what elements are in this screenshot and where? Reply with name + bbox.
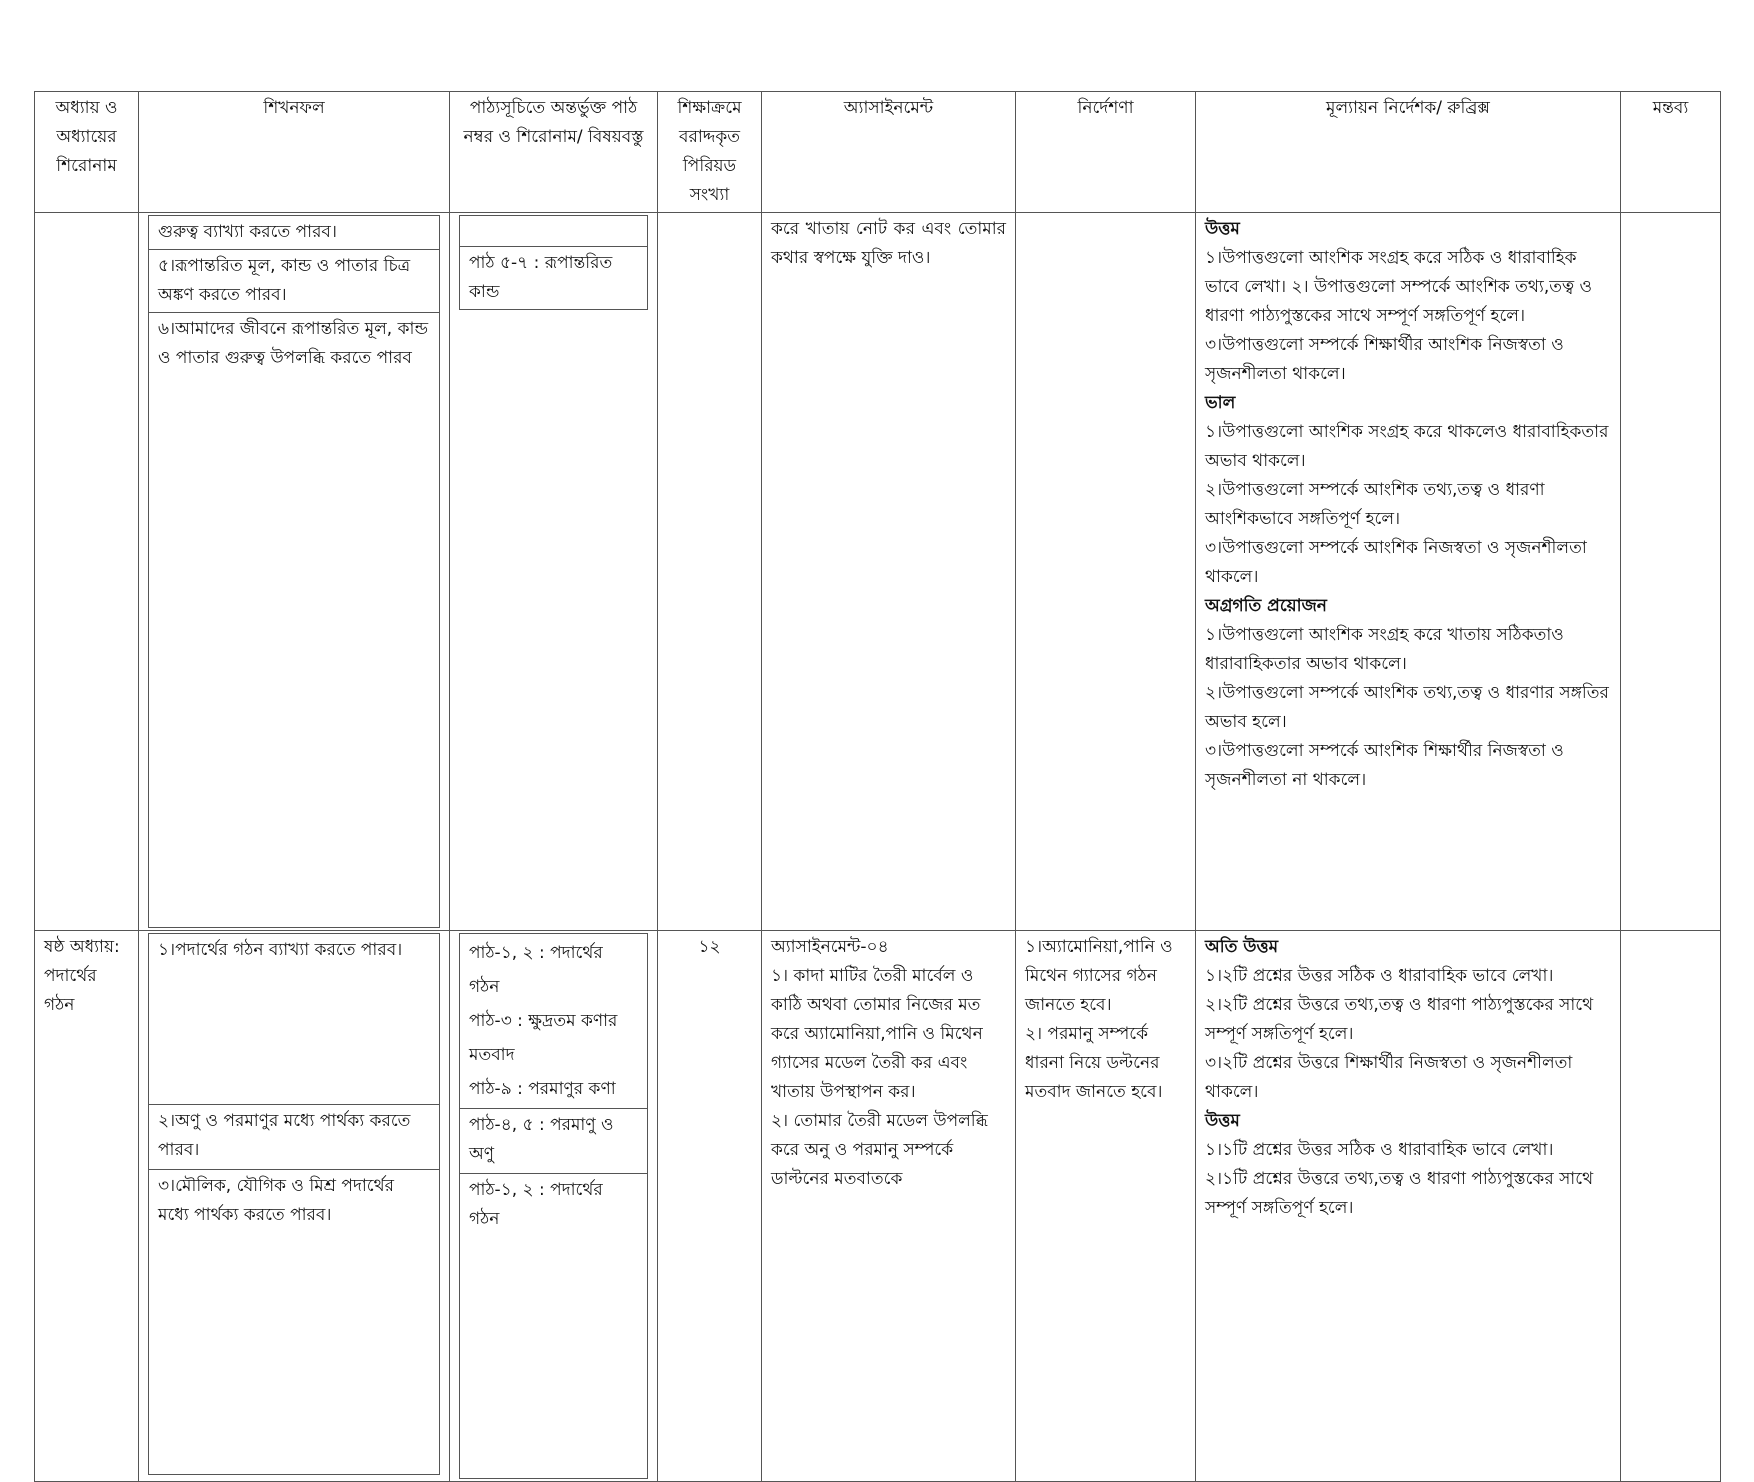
periods-cell: ১২	[658, 931, 762, 1482]
rubric-heading: উত্তম	[1205, 219, 1240, 239]
table-row	[35, 213, 1721, 931]
assignment-cell	[762, 931, 1016, 1482]
table-row	[35, 931, 1721, 1482]
list-item: গুরুত্ব ব্যাখ্যা করতে পারব।	[149, 216, 440, 250]
rubric-line: ২।উপাত্তগুলো সম্পর্কে আংশিক তথ্য,তত্ব ও ধারণার সঙ্গতির অভাব হলে।	[1205, 683, 1609, 732]
assignment-table	[34, 91, 1721, 1482]
header-chapter: অধ্যায় ও অধ্যায়ের শিরোনাম	[35, 92, 139, 213]
header-lesson: পাঠ্যসূচিতে অন্তর্ভুক্ত পাঠ নম্বর ও শিরোনাম/ বিষয়বস্তু	[450, 92, 658, 213]
lesson-cell	[450, 213, 658, 931]
guideline-line: ১।অ্যামোনিয়া,পানি ও মিথেন গ্যাসের গঠন জানতে হবে।	[1025, 937, 1173, 1015]
header-assignment: অ্যাসাইনমেন্ট	[762, 92, 1016, 213]
outcome-cell	[139, 931, 450, 1482]
rubric-line: ৩।উপাত্তগুলো সম্পর্কে আংশিক নিজস্বতা ও সৃজনশীলতা থাকলে।	[1205, 538, 1587, 587]
header-periods: শিক্ষাক্রমে বরাদ্দকৃত পিরিয়ড সংখ্যা	[658, 92, 762, 213]
assignment-line: ২। তোমার তৈরী মডেল উপলব্ধি করে অনু ও পরমানু সম্পর্কে ডাল্টনের মতবাতকে	[771, 1111, 988, 1189]
guideline-cell	[1016, 213, 1196, 931]
rubric-cell	[1196, 931, 1621, 1482]
rubric-line: ৩।২টি প্রশ্নের উত্তরে শিক্ষার্থীর নিজস্বতা ও সৃজনশীলতা থাকলে।	[1205, 1053, 1573, 1102]
rubric-line: ৩।উপাত্তগুলো সম্পর্কে আংশিক শিক্ষার্থীর নিজস্বতা ও সৃজনশীলতা না থাকলে।	[1205, 741, 1564, 790]
rubric-line: ২।১টি প্রশ্নের উত্তরে তথ্য,তত্ব ও ধারণা পাঠ্যপুস্তকের সাথে সম্পূর্ণ সঙ্গতিপূর্ণ হলে।	[1205, 1169, 1594, 1218]
rubric-heading: উত্তম	[1205, 1111, 1240, 1131]
rubric-line: ১।১টি প্রশ্নের উত্তর সঠিক ও ধারাবাহিক ভাবে লেখা।	[1205, 1140, 1554, 1160]
assignment-line: ১। কাদা মাটির তৈরী মার্বেল ও কাঠি অথবা তোমার নিজের মত করে অ্যামোনিয়া,পানি ও মিথেন গ্যাসের মডেল তৈরী কর এবং খাতায় উপস্থাপন কর।	[771, 966, 983, 1102]
lesson-line: পাঠ-১, ২ : পদার্থের গঠন	[469, 943, 603, 997]
lesson-cell	[450, 931, 658, 1482]
outcome-list	[148, 215, 440, 928]
list-item: ২।অণু ও পরমাণুর মধ্যে পার্থক্য করতে পারব।	[149, 1105, 440, 1170]
list-item: পাঠ ৫-৭ : রূপান্তরিত কান্ড	[460, 247, 648, 310]
lesson-line: পাঠ-৩ : ক্ষুদ্রতম কণার মতবাদ	[469, 1011, 618, 1065]
rubric-heading: ভাল	[1205, 393, 1236, 413]
header-row	[35, 92, 1721, 213]
rubric-line: ৩।উপাত্তগুলো সম্পর্কে শিক্ষার্থীর আংশিক নিজস্বতা ও সৃজনশীলতা থাকলে।	[1205, 335, 1564, 384]
list-item	[460, 934, 648, 1109]
list-item: পাঠ-১, ২ : পদার্থের গঠন	[460, 1174, 648, 1479]
rubric-line: ১।২টি প্রশ্নের উত্তর সঠিক ও ধারাবাহিক ভাবে লেখা।	[1205, 966, 1554, 986]
list-item	[460, 216, 648, 247]
assignment-cell: করে খাতায় নোট কর এবং তোমার কথার স্বপক্ষে যুক্তি দাও।	[762, 213, 1016, 931]
list-item: পাঠ-৪, ৫ : পরমাণু ও অণু	[460, 1109, 648, 1174]
lesson-list	[459, 933, 648, 1479]
rubric-line: ১।উপাত্তগুলো আংশিক সংগ্রহ করে খাতায় সঠিকতাও ধারাবাহিকতার অভাব থাকলে।	[1205, 625, 1564, 674]
header-remarks: মন্তব্য	[1621, 92, 1721, 213]
rubric-cell	[1196, 213, 1621, 931]
list-item: ১।পদার্থের গঠন ব্যাখ্যা করতে পারব।	[149, 934, 440, 1105]
remarks-cell	[1621, 213, 1721, 931]
outcome-list	[148, 933, 440, 1475]
periods-cell	[658, 213, 762, 931]
list-item: ৩।মৌলিক, যৌগিক ও মিশ্র পদার্থের মধ্যে পার্থক্য করতে পারব।	[149, 1170, 440, 1475]
lesson-list	[459, 215, 648, 310]
rubric-heading: অগ্রগতি প্রয়োজন	[1205, 596, 1327, 616]
rubric-line: ১।উপাত্তগুলো আংশিক সংগ্রহ করে সঠিক ও ধারাবাহিক ভাবে লেখা। ২। উপাত্তগুলো সম্পর্কে আংশিক তথ্য,তত্ব ও ধারণা পাঠ্যপুস্তকের সাথে সম্পূর্ণ সঙ্গতিপূর্ণ হলে।	[1205, 248, 1593, 326]
chapter-cell: ষষ্ঠ অধ্যায়: পদার্থের গঠন	[35, 931, 139, 1482]
rubric-line: ২।২টি প্রশ্নের উত্তরে তথ্য,তত্ব ও ধারণা পাঠ্যপুস্তকের সাথে সম্পূর্ণ সঙ্গতিপূর্ণ হলে।	[1205, 995, 1594, 1044]
chapter-cell	[35, 213, 139, 931]
header-rubric: মূল্যায়ন নির্দেশক/ রুব্রিক্স	[1196, 92, 1621, 213]
rubric-line: ১।উপাত্তগুলো আংশিক সংগ্রহ করে থাকলেও ধারাবাহিকতার অভাব থাকলে।	[1205, 422, 1609, 471]
rubric-heading: অতি উত্তম	[1205, 937, 1279, 957]
guideline-line: ২। পরমানু সম্পর্কে ধারনা নিয়ে ডল্টনের মতবাদ জানতে হবে।	[1025, 1024, 1163, 1102]
header-guideline: নির্দেশণা	[1016, 92, 1196, 213]
header-outcome: শিখনফল	[139, 92, 450, 213]
lesson-line: পাঠ-৯ : পরমাণুর কণা	[469, 1079, 616, 1099]
rubric-line: ২।উপাত্তগুলো সম্পর্কে আংশিক তথ্য,তত্ব ও ধারণা আংশিকভাবে সঙ্গতিপূর্ণ হলে।	[1205, 480, 1545, 529]
assignment-title: অ্যাসাইনমেন্ট-০৪	[771, 937, 889, 957]
remarks-cell	[1621, 931, 1721, 1482]
outcome-cell	[139, 213, 450, 931]
guideline-cell	[1016, 931, 1196, 1482]
list-item: ৬।আমাদের জীবনে রূপান্তরিত মূল, কান্ড ও পাতার গুরুত্ব উপলব্ধি করতে পারব	[149, 313, 440, 928]
list-item: ৫।রূপান্তরিত মূল, কান্ড ও পাতার চিত্র অঙ্কণ করতে পারব।	[149, 250, 440, 313]
